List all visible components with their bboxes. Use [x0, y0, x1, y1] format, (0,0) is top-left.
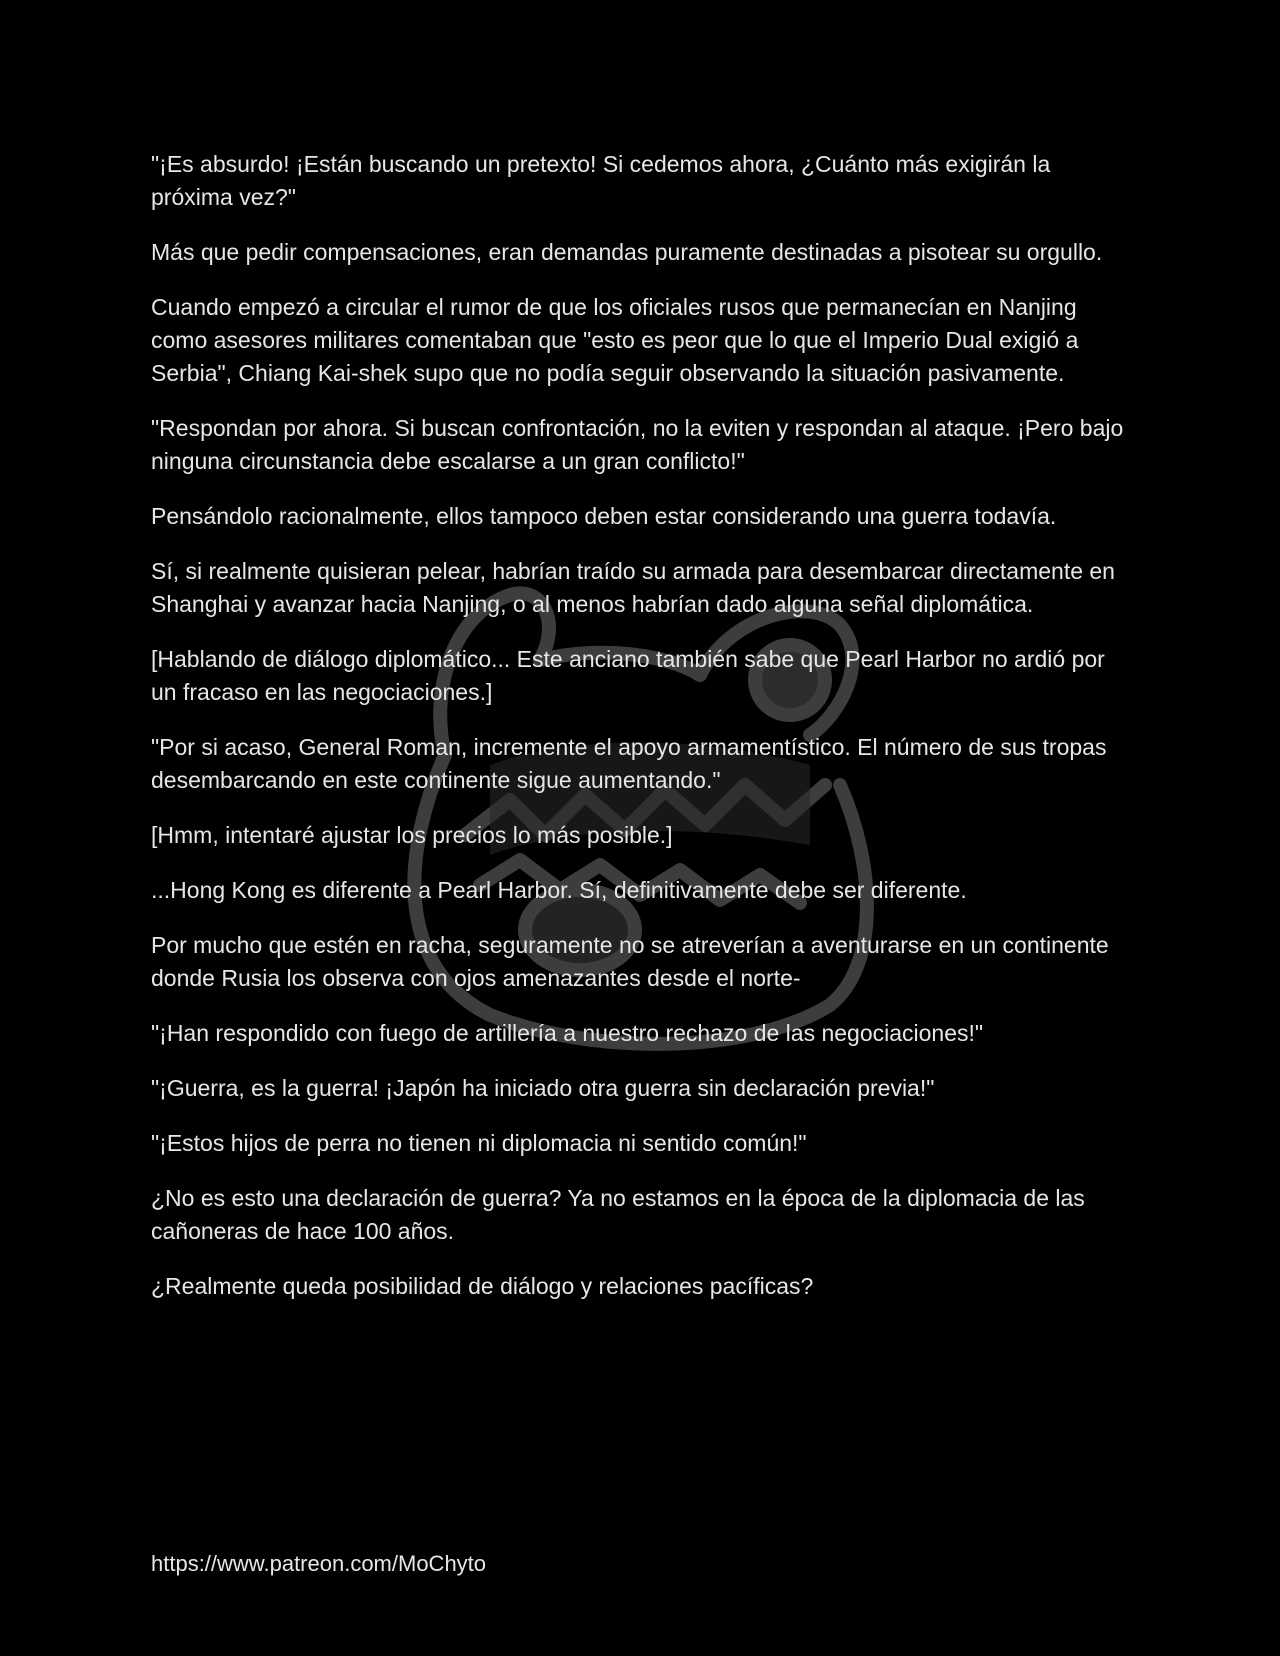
paragraph: Por mucho que estén en racha, seguramente no se atreverían a aventurarse en un continente donde Rusia los observa con ojos amenazantes desde el norte-: [151, 932, 1109, 991]
paragraph: Sí, si realmente quisieran pelear, habrían traído su armada para desembarcar directamente en Shanghai y avanzar hacia Nanjing, o al menos habrían dado alguna señal diplomática.: [151, 558, 1115, 617]
paragraph: "¡Estos hijos de perra no tienen ni diplomacia ni sentido común!": [151, 1130, 807, 1156]
paragraph: ¿Realmente queda posibilidad de diálogo y relaciones pacíficas?: [151, 1273, 814, 1299]
paragraph: "¡Han respondido con fuego de artillería a nuestro rechazo de las negociaciones!": [151, 1020, 984, 1046]
paragraph: [Hablando de diálogo diplomático... Este anciano también sabe que Pearl Harbor no ardió por un fracaso en las negociaciones.]: [151, 646, 1105, 705]
paragraph: Cuando empezó a circular el rumor de que los oficiales rusos que permanecían en Nanjing como asesores militares comentaban que "esto es peor que lo que el Imperio Dual exigió a Serbia", Chiang Kai-shek supo que no podía seguir observando la situación pasivamente.: [151, 294, 1079, 386]
paragraph: ...Hong Kong es diferente a Pearl Harbor. Sí, definitivamente debe ser diferente.: [151, 877, 967, 903]
paragraph: "Respondan por ahora. Si buscan confrontación, no la eviten y respondan al ataque. ¡Pero bajo ninguna circunstancia debe escalarse a un gran conflicto!": [151, 415, 1124, 474]
document-body: [151, 148, 1131, 1325]
paragraph: [Hmm, intentaré ajustar los precios lo más posible.]: [151, 822, 673, 848]
paragraph: "Por si acaso, General Roman, incremente el apoyo armamentístico. El número de sus tropas desembarcando en este continente sigue aumentando.": [151, 734, 1107, 793]
paragraph: Más que pedir compensaciones, eran demandas puramente destinadas a pisotear su orgullo.: [151, 239, 1103, 265]
paragraph: "¡Es absurdo! ¡Están buscando un pretexto! Si cedemos ahora, ¿Cuánto más exigirán la próxima vez?": [151, 151, 1051, 210]
paragraph: Pensándolo racionalmente, ellos tampoco deben estar considerando una guerra todavía.: [151, 503, 1057, 529]
patreon-link[interactable]: https://www.patreon.com/MoChyto: [151, 1551, 487, 1576]
paragraph: ¿No es esto una declaración de guerra? Ya no estamos en la época de la diplomacia de las cañoneras de hace 100 años.: [151, 1185, 1085, 1244]
paragraph: "¡Guerra, es la guerra! ¡Japón ha iniciado otra guerra sin declaración previa!": [151, 1075, 935, 1101]
